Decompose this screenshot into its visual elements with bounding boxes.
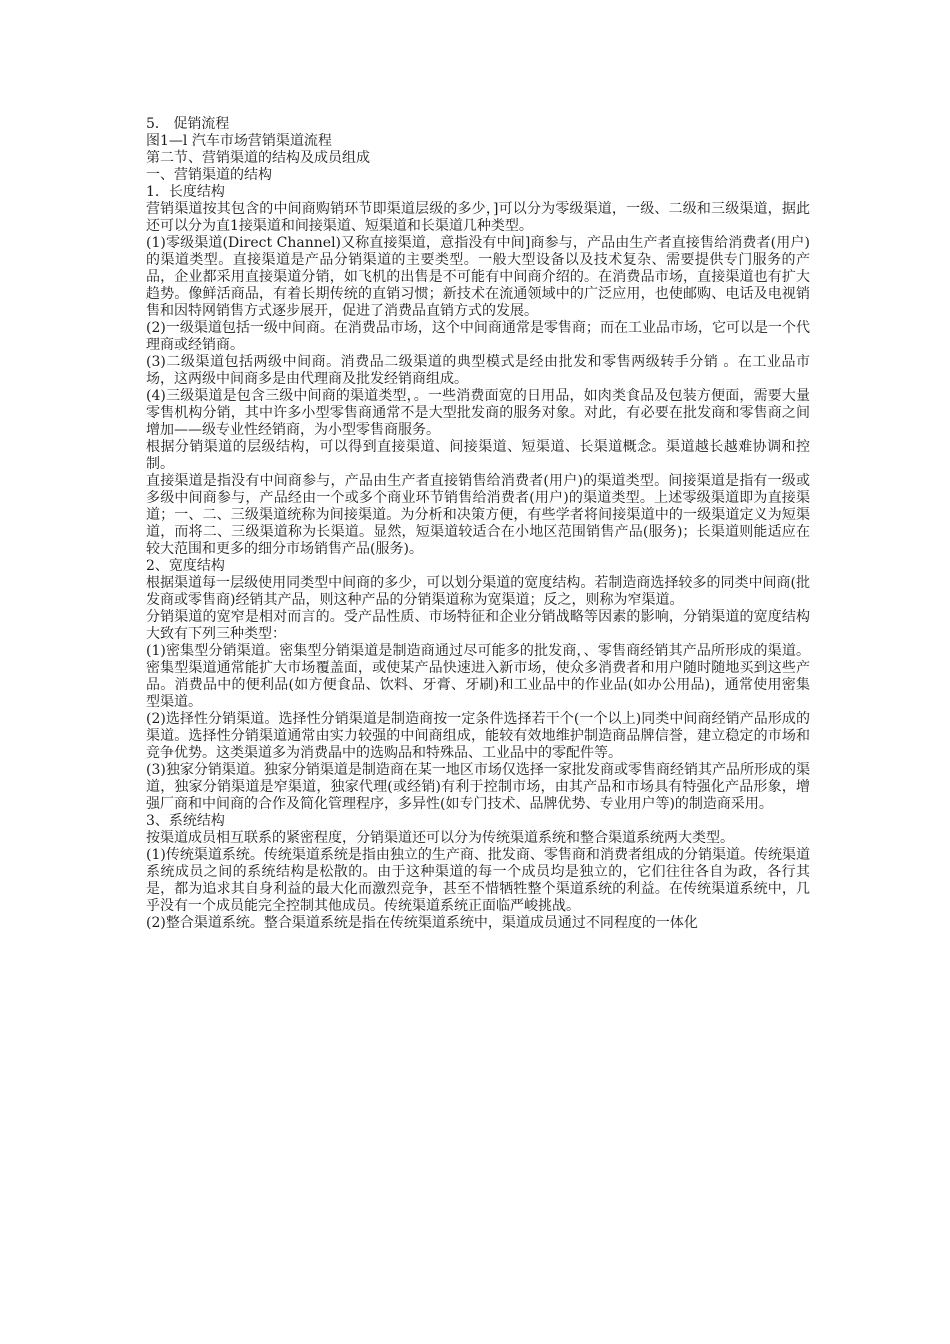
figure-caption: 图1—l 汽车市场营销渠道流程 [146,133,332,149]
document-body [146,116,810,932]
section-heading: 一、营销渠道的结构 [146,167,272,183]
paragraph: 直接渠道是指没有中间商参与，产品由生产者直接销售给消费者(用户)的渠道类型。间接渠道是指有一级或多级中间商参与，产品经由一个或多个商业环节销售给消费者(用户)的渠道类型。上述零级渠道即为直接渠道；一、二、三级渠道统称为间接渠道。为分析和决策方便，有些学者将间接渠道中的一级渠道定义为短渠道，而将二、三级渠道称为长渠道。显然，短渠道较适合在小地区范围销售产品(服务)；长渠道则能适应在较大范围和更多的细分市场销售产品(服务)。 [146,473,810,557]
paragraph: (2)一级渠道包括一级中间商。在消费品市场，这个中间商通常是零售商；而在工业品市场，它可以是一个代理商或经销商。 [146,320,810,353]
paragraph: (3)独家分销渠道。独家分销渠道是制造商在某一地区市场仅选择一家批发商或零售商经销其产品所形成的渠道，独家分销渠道是窄渠道，独家代理(或经销)有利于控制市场，由其产品和市场具有特强化产品形象，增强厂商和中间商的合作及简化管理程序，多异性(如专门技术、品牌优势、专业用户等)的制造商采用。 [146,762,810,812]
paragraph: (4)三级渠道是包含三级中间商的渠道类型，。一些消费面宽的日用品，如肉类食品及包装方便面，需要大量零售机构分销，其中许多小型零售商通常不是大型批发商的服务对象。对此，有必要在批发商和零售商之间增加——级专业性经销商，为小型零售商服务。 [146,388,810,438]
subsection-heading: 1．长度结构 [146,184,225,200]
paragraph: (2)选择性分销渠道。选择性分销渠道是制造商按一定条件选择若干个(一个以上)同类中间商经销产品形成的渠道。选择性分销渠道通常由实力较强的中间商组成，能较有效地维护制造商品牌信誉，建立稳定的市场和竞争优势。这类渠道多为消费晶中的选购品和特殊品、工业品中的零配件等。 [146,711,810,761]
paragraph: (2)整合渠道系统。整合渠道系统是指在传统渠道系统中，渠道成员通过不同程度的一体化 [146,915,698,931]
paragraph: 按渠道成员相互联系的紧密程度，分销渠道还可以分为传统渠道系统和整合渠道系统两大类型。 [146,830,734,846]
paragraph: (3)二级渠道包括两级中间商。消费品二级渠道的典型模式是经由批发和零售两级转手分销 。在工业品市场，这两级中间商多是由代理商及批发经销商组成。 [146,354,810,387]
subsection-heading: 3、系统结构 [146,813,225,829]
paragraph: 分销渠道的宽窄是相对而言的。受产品性质、市场特征和企业分销战略等因素的影响，分销渠道的宽度结构大致有下列三种类型： [146,609,810,642]
paragraph: 根据分销渠道的层级结构，可以得到直接渠道、间接渠道、短渠道、长渠道概念。渠道越长越难协调和控制。 [146,439,810,472]
section-heading: 第二节、营销渠道的结构及成员组成 [146,150,370,166]
paragraph: 营销渠道按其包含的中间商购销环节即渠道层级的多少，]可以分为零级渠道，一级、二级和三级渠道，据此还可以分为直1接渠道和间接渠道、短渠道和长渠道几种类型。 [146,201,810,234]
paragraph: (1)传统渠道系统。传统渠道系统是指由独立的生产商、批发商、零售商和消费者组成的分销渠道。传统渠道系统成员之间的系统结构是松散的。由于这种渠道的每一个成员均是独立的，它们往往各自为政，各行其是，都为追求其自身利益的最大化而激烈竞争，甚至不惜牺牲整个渠道系统的利益。在传统渠道系统中，几乎没有一个成员能完全控制其他成员。传统渠道系统正面临严峻挑战。 [146,847,810,914]
subsection-heading: 2、宽度结构 [146,558,225,574]
paragraph: (1)零级渠道(Direct Channel)又称直接渠道，意指没有中间]商参与，产品由生产者直接售给消费者(用户)的渠道类型。直接渠道是产品分销渠道的主要类型。一般大型设备以及技术复杂、需要提供专门服务的产品，企业都采用直接渠道分销，如飞机的出售是不可能有中间商介绍的。在消费品市场，直接渠道也有扩大趋势。像鲜活商品，有着长期传统的直销习惯；新技术在流通领域中的广泛应用，也使邮购、电话及电视销售和因特网销售方式逐步展开，促进了消费品直销方式的发展。 [146,235,810,319]
paragraph: 根据渠道每一层级使用同类型中间商的多少，可以划分渠道的宽度结构。若制造商选择较多的同类中间商(批发商或零售商)经销其产品，则这种产品的分销渠道称为宽渠道；反之，则称为窄渠道。 [146,575,810,608]
paragraph: (1)密集型分销渠道。密集型分销渠道是制造商通过尽可能多的批发商，、零售商经销其产品所形成的渠道。密集型渠道通常能扩大市场覆盖面，或使某产品快速进入新市场，使众多消费者和用户随时随地买到这些产品。消费品中的便利品(如方便食品、饮料、牙膏、牙刷)和工业品中的作业品(如办公用品)，通常使用密集型渠道。 [146,643,810,710]
section-heading: 5． 促销流程 [146,116,230,132]
